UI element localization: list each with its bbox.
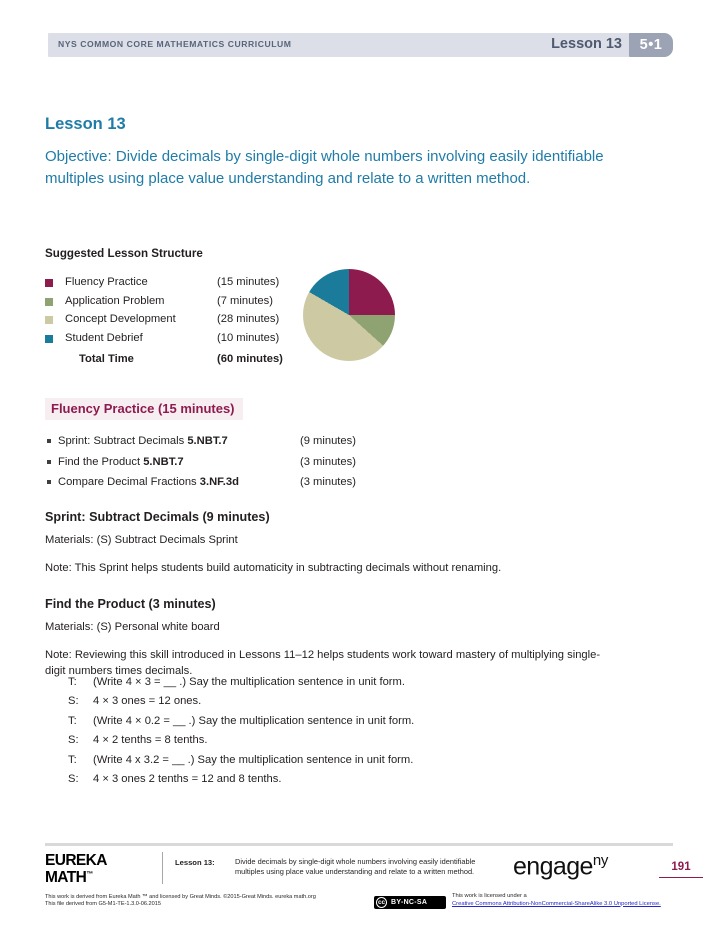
legend-swatch-cell [45, 276, 65, 295]
legend-color-swatch [45, 316, 53, 324]
spacer-cell [45, 350, 65, 370]
license-statement [452, 893, 661, 908]
license-intro: This work is licensed under a [452, 893, 527, 899]
dialogue-line [68, 754, 628, 773]
fluency-practice-banner: Fluency Practice (15 minutes) [45, 398, 243, 420]
cc-license-code: BY-NC-SA [391, 899, 428, 906]
footer-lesson-description: Divide decimals by single-digit whole numbers involving easily identifiable multiples using place value understanding and relate to a written method. [235, 857, 476, 876]
sprint-materials: Materials: (S) Subtract Decimals Sprint [45, 534, 238, 546]
lesson-structure-table [45, 276, 290, 370]
fluency-item-text: Compare Decimal Fractions 3.NF.3d [58, 476, 239, 488]
sprint-note: Note: This Sprint helps students build automaticity in subtracting decimals without renaming. [45, 562, 502, 574]
page-number: 191 [671, 861, 691, 873]
engageny-logo: engage$^{ny}$ [513, 852, 609, 881]
pie-slices [303, 269, 395, 361]
structure-item-time: (28 minutes) [217, 313, 280, 326]
legend-swatch-cell [45, 332, 65, 351]
sprint-heading: Sprint: Subtract Decimals (9 minutes) [45, 510, 270, 524]
fluency-item-text: Find the Product 5.NBT.7 [58, 455, 184, 468]
table-row [45, 332, 290, 351]
dialogue-text: 4 × 3 ones = 12 ones. [93, 695, 202, 708]
structure-item-time: (10 minutes) [217, 331, 280, 344]
legend-color-swatch [45, 279, 53, 287]
dialogue-speaker: T: [68, 676, 77, 688]
square-bullet-icon [47, 480, 51, 484]
legend-color-swatch [45, 335, 53, 343]
structure-item-time: (15 minutes) [217, 276, 280, 288]
structure-total-row [45, 350, 290, 370]
footer-lesson-label: Lesson 13: [175, 858, 215, 867]
find-product-heading: Find the Product (3 minutes) [45, 597, 216, 611]
list-item [47, 456, 467, 477]
lesson-objective: Objective: Divide decimals by single-digit whole numbers involving easily identifiable multiples using place value understanding and relate to a written method. [45, 148, 604, 187]
find-product-note: Note: Reviewing this skill introduced in Lessons 11–12 helps students work toward mastery of multiplying single-digit numbers times decimals. [45, 649, 601, 677]
square-bullet-icon [47, 439, 51, 443]
structure-total-time: (60 minutes) [217, 353, 283, 366]
fluency-activity-list [47, 435, 467, 497]
curriculum-label: NYS COMMON CORE MATHEMATICS CURRICULUM [58, 39, 292, 49]
eureka-logo-line1: EUREKA [45, 852, 107, 869]
list-item [47, 476, 467, 497]
dialogue-text: 4 × 2 tenths = 8 tenths. [93, 734, 208, 747]
structure-item-time: (7 minutes) [217, 294, 273, 307]
dialogue-text: (Write 4 × 0.2 = __ .) Say the multiplication sentence in unit form. [93, 714, 415, 727]
trademark-symbol: ™ [86, 870, 93, 878]
dialogue-speaker: T: [68, 714, 77, 727]
table-row [45, 295, 290, 314]
cc-icon: cc [377, 899, 386, 906]
find-product-materials: Materials: (S) Personal white board [45, 621, 220, 633]
lesson-structure-pie-chart [303, 269, 395, 361]
dialogue-speaker: T: [68, 753, 77, 766]
legend-swatch-cell [45, 313, 65, 332]
structure-total-label: Total Time [79, 353, 134, 366]
eureka-math-logo [45, 854, 107, 884]
structure-item-label: Application Problem [65, 294, 165, 307]
structure-item-label: Student Debrief [65, 331, 143, 344]
dialogue-line [68, 773, 628, 792]
legend-swatch-cell [45, 295, 65, 314]
teacher-student-dialogue [68, 676, 628, 792]
standard-code: 5.NBT.7 [187, 435, 228, 447]
dialogue-text: (Write 4 × 3 = __ .) Say the multiplication sentence in unit form. [93, 676, 405, 688]
lesson-structure-heading: Suggested Lesson Structure [45, 247, 203, 260]
dialogue-line [68, 676, 628, 695]
dialogue-line [68, 734, 628, 753]
engageny-superscript: ny [592, 852, 609, 869]
square-bullet-icon [47, 460, 51, 464]
copyright-line-2: This file derived from G5-M1-TE-1.3.0-06.2015 [45, 901, 161, 908]
page-title: Lesson 13 [45, 115, 126, 133]
creative-commons-badge [374, 896, 446, 909]
dialogue-speaker: S: [68, 734, 79, 747]
table-row [45, 313, 290, 332]
license-link[interactable]: Creative Commons Attribution-NonCommercial-ShareAlike 3.0 Unported License. [452, 900, 661, 907]
dialogue-speaker: S: [68, 772, 79, 785]
eureka-logo-line2: MATH™ [45, 868, 93, 886]
standard-code: 3.NF.3d [199, 476, 239, 488]
footer-divider-rule [45, 843, 673, 846]
fluency-item-text: Sprint: Subtract Decimals 5.NBT.7 [58, 435, 228, 447]
dialogue-line [68, 695, 628, 714]
dialogue-line [68, 715, 628, 734]
dialogue-text: (Write 4 x 3.2 = __ .) Say the multiplication sentence in unit form. [93, 753, 414, 766]
dialogue-speaker: S: [68, 695, 79, 708]
standard-code: 5.NBT.7 [143, 455, 184, 468]
structure-item-label: Fluency Practice [65, 276, 148, 288]
page-number-rule [659, 877, 703, 878]
page-header [48, 33, 673, 57]
structure-item-label: Concept Development [65, 313, 176, 326]
list-item [47, 435, 467, 456]
legend-color-swatch [45, 298, 53, 306]
copyright-line-1: This work is derived from Eureka Math ™ and licensed by Great Minds. ©2015-Great Minds. eureka math.org [45, 894, 316, 900]
dialogue-text: 4 × 3 ones 2 tenths = 12 and 8 tenths. [93, 772, 282, 785]
header-lesson-label: Lesson 13 [551, 36, 622, 52]
footer-vertical-divider [162, 852, 163, 884]
fluency-item-duration: (3 minutes) [300, 476, 356, 488]
copyright-text [45, 894, 316, 909]
fluency-item-duration: (3 minutes) [300, 455, 356, 468]
fluency-item-duration: (9 minutes) [300, 435, 356, 447]
module-badge: 5•1 [629, 33, 673, 57]
table-row [45, 276, 290, 295]
